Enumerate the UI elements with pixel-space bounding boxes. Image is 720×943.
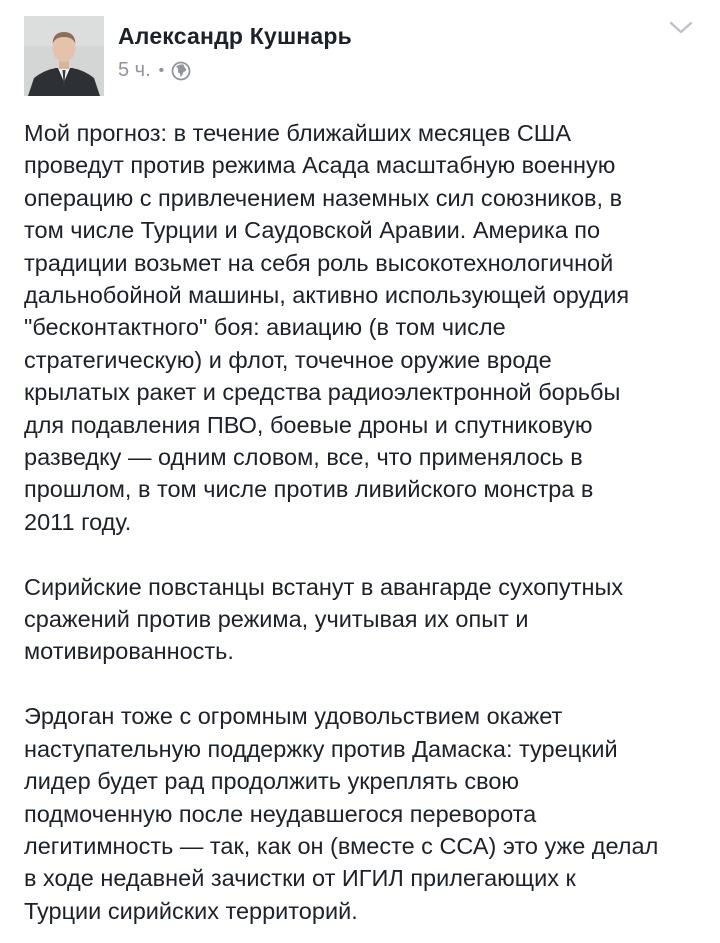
- avatar[interactable]: [24, 16, 104, 96]
- avatar-photo: [24, 16, 104, 96]
- post-paragraph: Сирийские повстанцы встанут в авангарде сухопутных сражений против режима, учитывая их опыт и мотивированность.: [24, 573, 624, 665]
- post-timestamp[interactable]: 5 ч.: [118, 59, 151, 81]
- author-name[interactable]: Александр Кушнарь: [118, 23, 352, 49]
- chevron-down-icon[interactable]: [668, 20, 694, 36]
- post-body: [24, 117, 704, 943]
- globe-icon[interactable]: [171, 61, 191, 81]
- post-meta: [118, 59, 191, 82]
- meta-separator: •: [158, 61, 165, 79]
- post-paragraph: Эрдоган тоже с огромным удовольствием окажет наступательную поддержку против Дамаска: турецкий лидер будет рад продолжить укреплять свою подмоченную после неудавшегося переворота легитимность — так, как он (вместе с ССА) это уже делал в ходе недавней зачистки от ИГИЛ прилегающих к Турции сирийских территорий.: [24, 703, 659, 924]
- post-paragraph: Мой прогноз: в течение ближайших месяцев США проведут против режима Асада масштабную военную операцию с привлечением наземных сил союзников, в том числе Турции и Саудовской Аравии. Америка по традиции возьмет на себя роль высокотехнологичной дальнобойной машины, активно использующей орудия "бесконтактного" боя: авиацию (в том числе стратегическую) и флот, точечное оружие вроде крылатых ракет и средства радиоэлектронной борьбы для подавления ПВО, боевые дроны и спутниковую разведку — одним словом, все, что применялось в прошлом, в том числе против ливийского монстра в 2011 году.: [24, 120, 630, 535]
